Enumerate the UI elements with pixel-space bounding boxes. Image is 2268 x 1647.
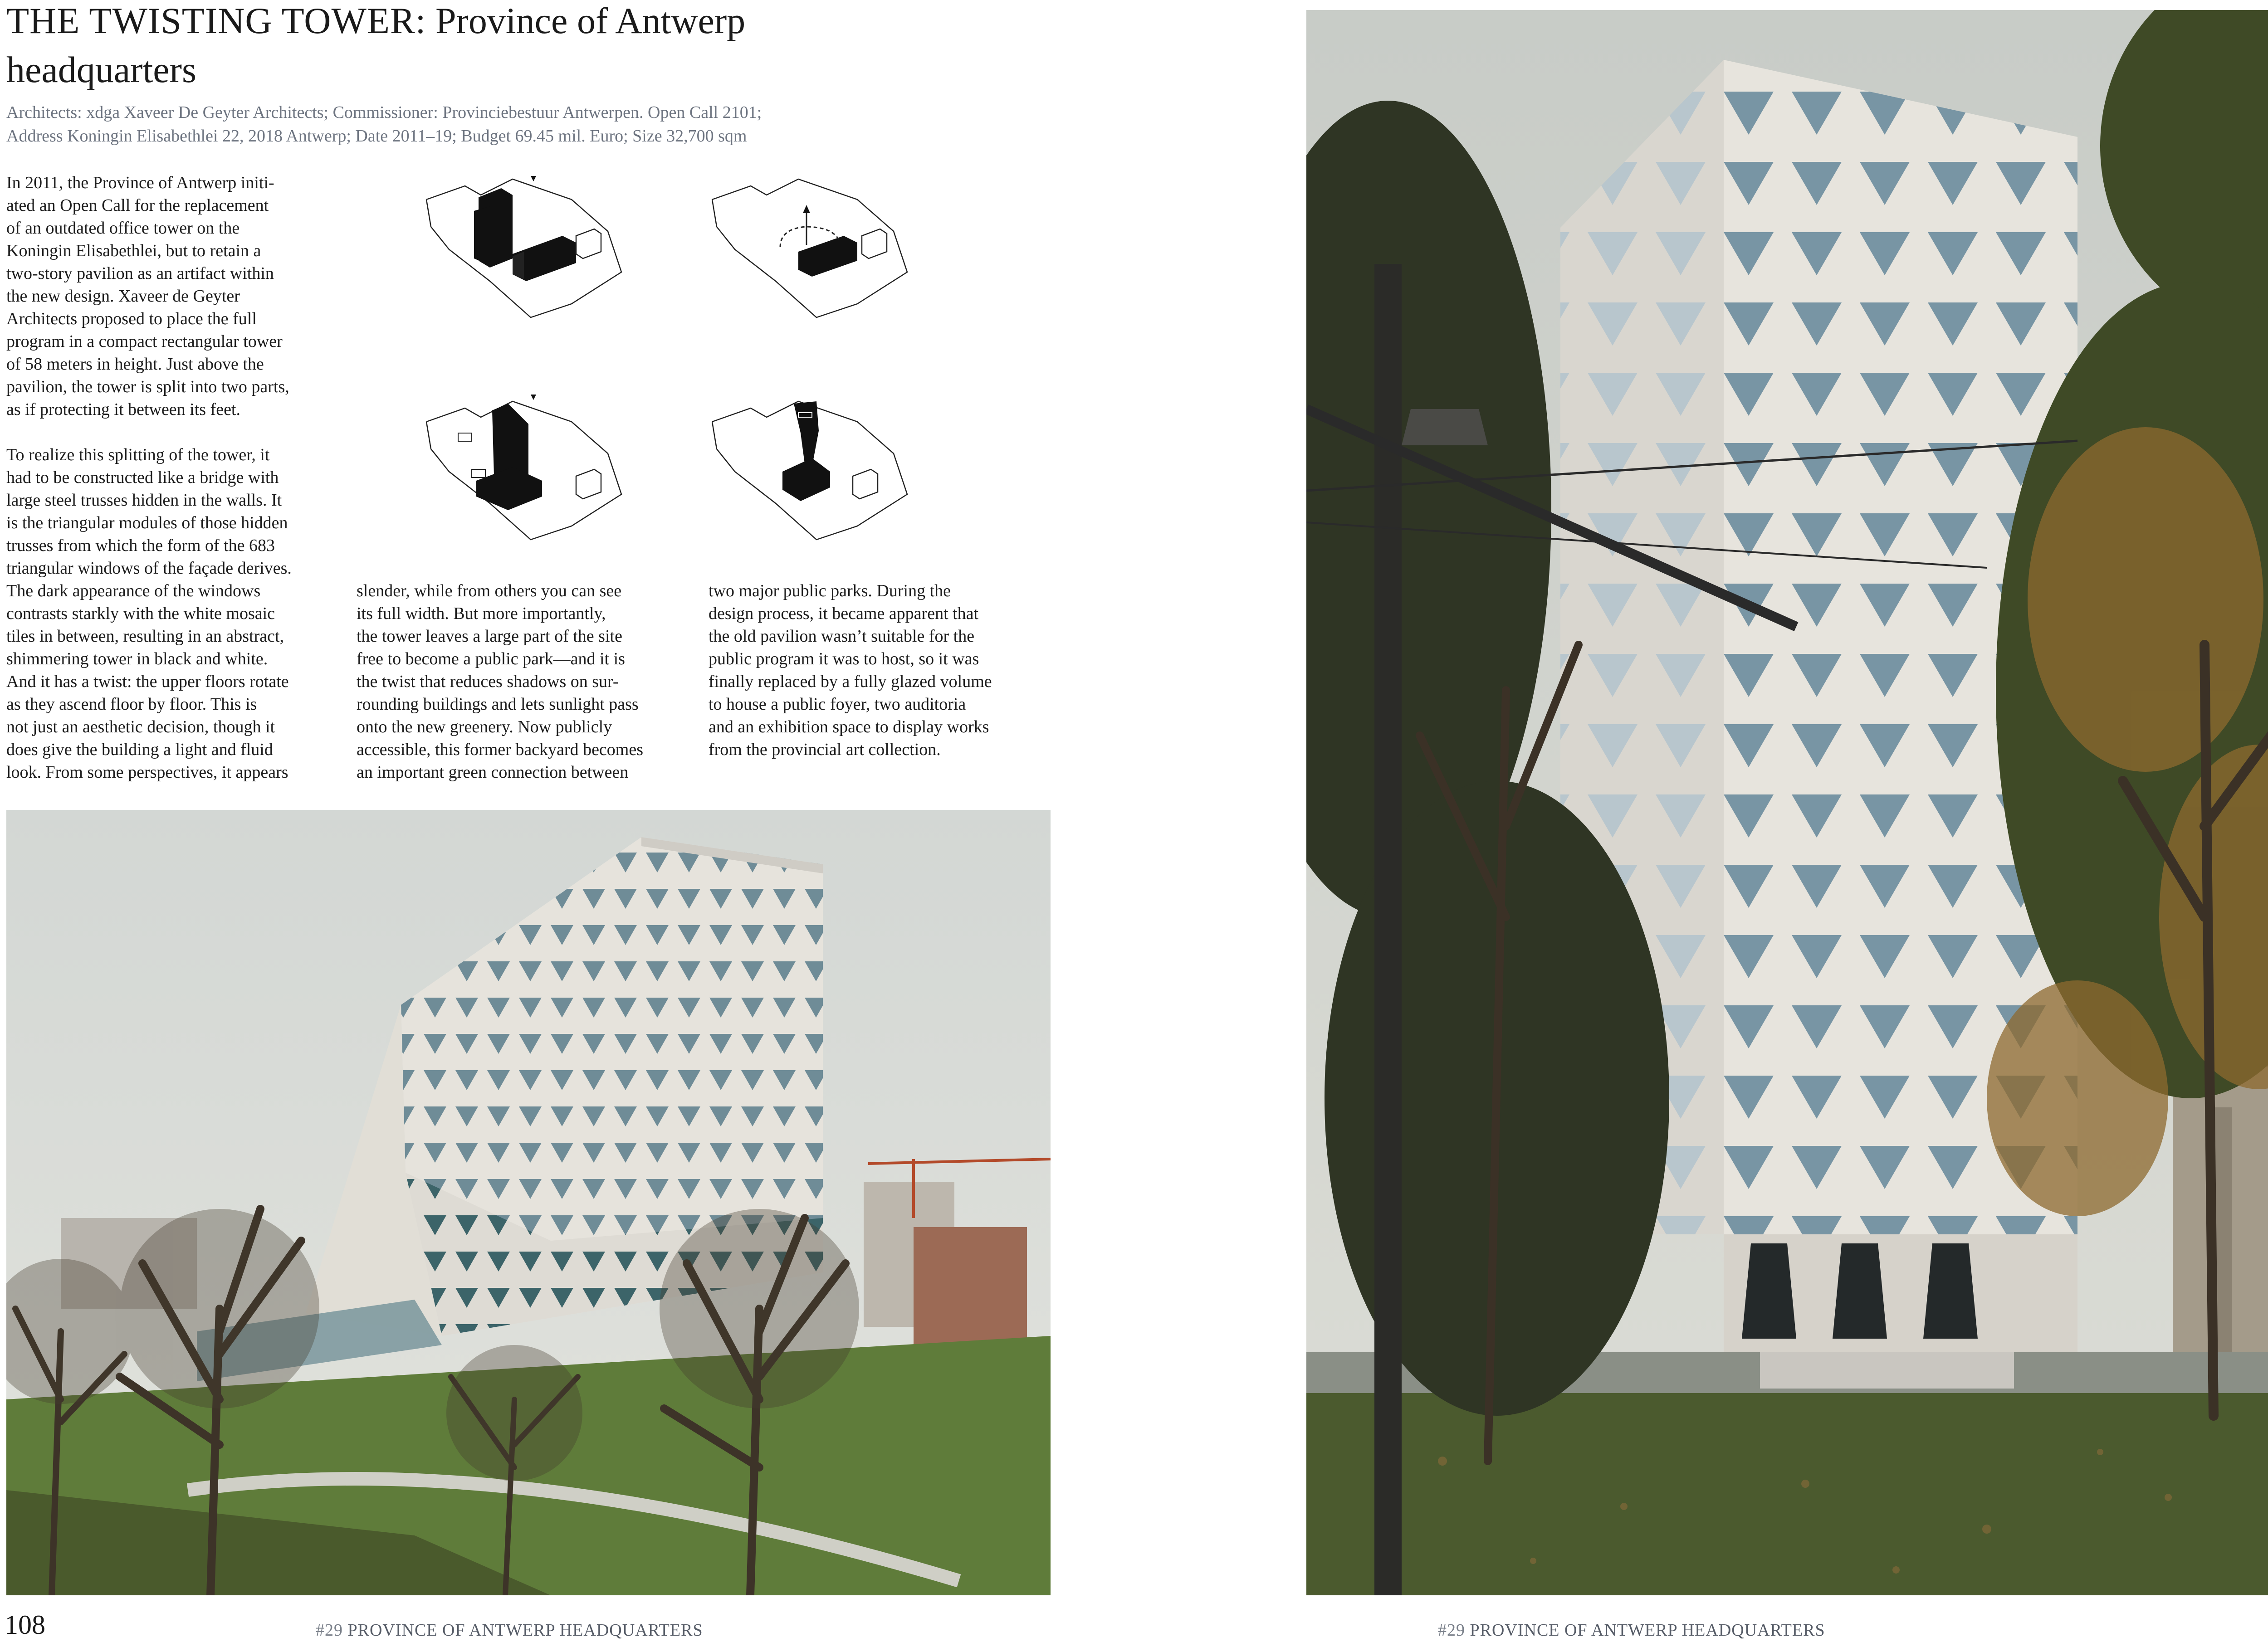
running-footer-title: PROVINCE OF ANTWERP HEADQUARTERS xyxy=(1470,1621,1825,1640)
body-line: Koningin Elisabethlei, but to retain a xyxy=(6,241,261,260)
body-line: To realize this splitting of the tower, it xyxy=(6,445,270,464)
north-arrow-icon xyxy=(531,176,536,181)
body-line: public program it was to host, so it was xyxy=(709,649,979,668)
body-line: look. From some perspectives, it appears xyxy=(6,763,288,782)
body-line: ated an Open Call for the replacement xyxy=(6,196,269,215)
body-line: of an outdated office tower on the xyxy=(6,219,240,238)
body-line: triangular windows of the façade derives. xyxy=(6,559,292,578)
body-line: an important green connection between xyxy=(357,763,629,782)
body-line: had to be constructed like a bridge with xyxy=(6,468,279,487)
running-footer-right xyxy=(1438,1619,1825,1642)
body-line: design process, it became apparent that xyxy=(709,604,979,623)
body-line: the new design. Xaveer de Geyter xyxy=(6,287,240,306)
credits-line: Architects: xdga Xaveer De Geyter Architects; Commissioner: Provinciebestuur Antwerpen. Open Call 2101; xyxy=(6,103,762,122)
massing-diagram-2 xyxy=(708,168,912,322)
body-column-3 xyxy=(709,580,992,761)
body-line: pavilion, the tower is split into two parts, xyxy=(6,377,289,396)
body-line: and an exhibition space to display works xyxy=(709,717,989,736)
body-line: the tower leaves a large part of the site xyxy=(357,627,622,646)
body-line: the old pavilion wasn’t suitable for the xyxy=(709,627,975,646)
body-column-1 xyxy=(6,171,292,784)
arrow-up-icon xyxy=(803,205,810,213)
body-line: free to become a public park—and it is xyxy=(357,649,625,668)
body-line: from the provincial art collection. xyxy=(709,740,941,759)
running-footer-left xyxy=(316,1619,703,1642)
body-line: program in a compact rectangular tower xyxy=(6,332,283,351)
title-rest: Province of Antwerp xyxy=(426,0,746,41)
body-line: trusses from which the form of the 683 xyxy=(6,536,275,555)
body-line: as if protecting it between its feet. xyxy=(6,400,240,419)
street-lamp-icon xyxy=(1402,409,1488,445)
photo-tower-from-park xyxy=(6,810,1051,1595)
body-line: the twist that reduces shadows on sur- xyxy=(357,672,619,691)
north-arrow-icon xyxy=(531,395,536,400)
article-title xyxy=(6,0,1050,94)
body-line: finally replaced by a fully glazed volume xyxy=(709,672,992,691)
body-line: of 58 meters in height. Just above the xyxy=(6,355,264,374)
body-line: accessible, this former backyard becomes xyxy=(357,740,644,759)
body-line: as they ascend floor by floor. This is xyxy=(6,695,257,714)
body-line: is the triangular modules of those hidden xyxy=(6,513,288,532)
running-footer-title: PROVINCE OF ANTWERP HEADQUARTERS xyxy=(347,1621,703,1640)
massing-diagram-4 xyxy=(708,390,912,544)
body-line: two-story pavilion as an artifact within xyxy=(6,264,274,283)
body-line: contrasts starkly with the white mosaic xyxy=(6,604,275,623)
body-line: In 2011, the Province of Antwerp initi- xyxy=(6,173,274,192)
title-caps: THE TWISTING TOWER: xyxy=(6,0,426,41)
title-line-2: headquarters xyxy=(6,49,196,90)
credits-line: Address Koningin Elisabethlei 22, 2018 Antwerp; Date 2011–19; Budget 69.45 mil. Euro; Size 32,700 sqm xyxy=(6,127,747,146)
massing-diagram-3 xyxy=(422,390,626,544)
body-line: Architects proposed to place the full xyxy=(6,309,257,328)
page-number-left: 108 xyxy=(5,1610,45,1640)
photo-tower-street-view xyxy=(1306,10,2268,1595)
body-line: tiles in between, resulting in an abstract, xyxy=(6,627,284,646)
body-line: shimmering tower in black and white. xyxy=(6,649,268,668)
body-line: rounding buildings and lets sunlight pass xyxy=(357,695,639,714)
body-line: does give the building a light and fluid xyxy=(6,740,273,759)
body-line: onto the new greenery. Now publicly xyxy=(357,717,612,736)
body-line: two major public parks. During the xyxy=(709,581,951,600)
running-footer-number: #29 xyxy=(316,1621,343,1640)
project-credits xyxy=(6,101,1050,148)
body-line: its full width. But more importantly, xyxy=(357,604,606,623)
body-line: slender, while from others you can see xyxy=(357,581,622,600)
body-line: And it has a twist: the upper floors rotate xyxy=(6,672,289,691)
body-column-2 xyxy=(357,580,643,784)
body-line: The dark appearance of the windows xyxy=(6,581,261,600)
body-line: to house a public foyer, two auditoria xyxy=(709,695,966,714)
massing-diagram-1 xyxy=(422,168,626,322)
running-footer-number: #29 xyxy=(1438,1621,1465,1640)
body-line: large steel trusses hidden in the walls. It xyxy=(6,491,282,510)
body-line: not just an aesthetic decision, though it xyxy=(6,717,275,736)
